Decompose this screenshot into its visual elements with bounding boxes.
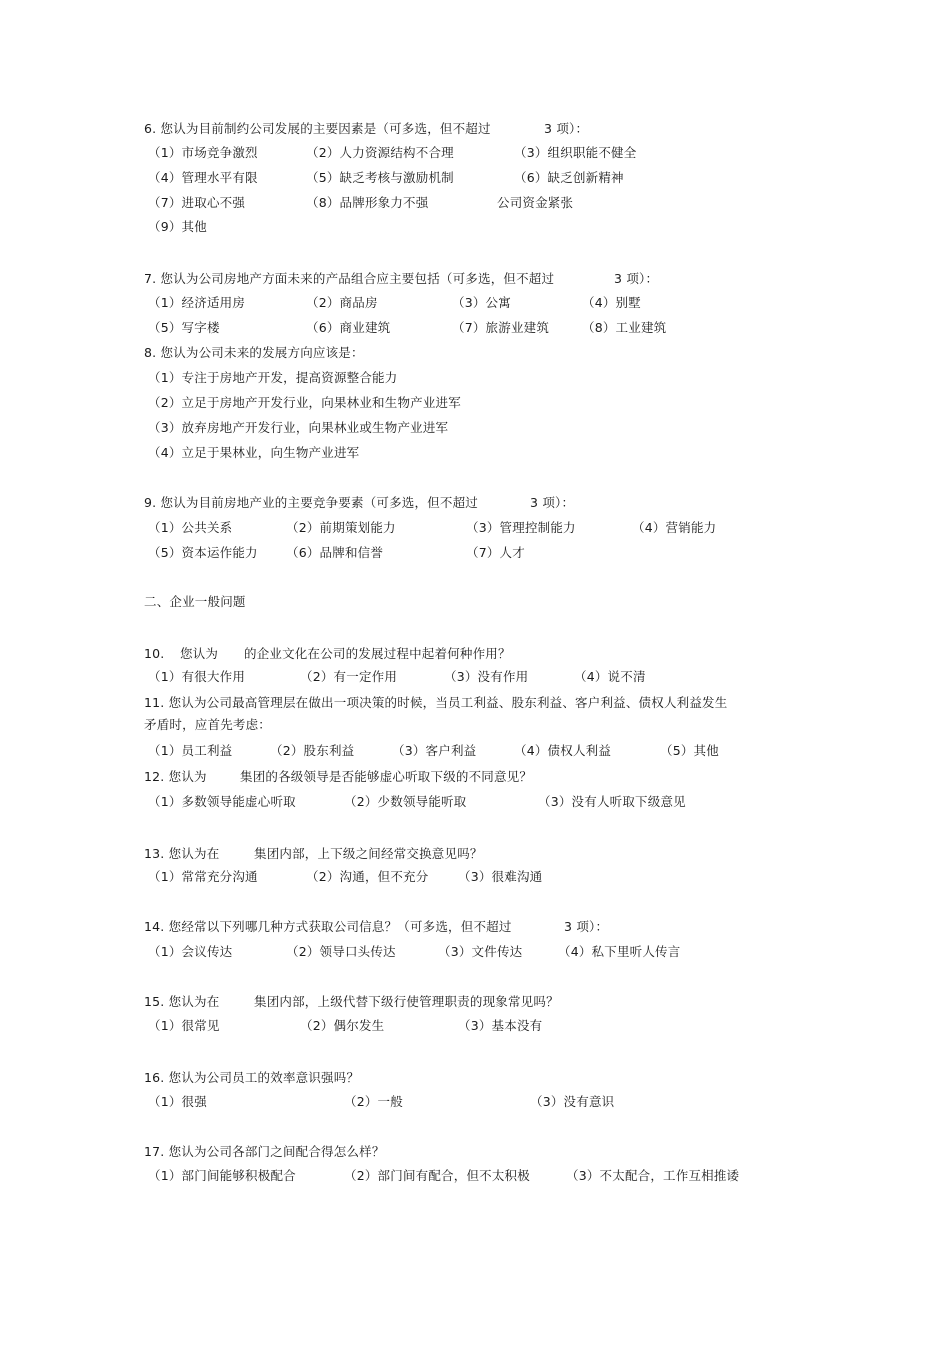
question-text: 10. — [144, 646, 165, 661]
text-line — [0, 1094, 950, 1110]
question-text: 11. 您认为公司最高管理层在做出一项决策的时候，当员工利益、股东利益、客户利益、债权人利益发生 — [144, 695, 728, 710]
question-text: 集团内部，上下级之间经常交换意见吗？ — [254, 846, 483, 861]
option-text: （2）人力资源结构不合理 — [306, 145, 454, 160]
text-line — [0, 743, 950, 759]
section-heading — [0, 594, 950, 610]
option-text: （7）旅游业建筑 — [452, 320, 550, 335]
option-text: （4）营销能力 — [632, 520, 717, 535]
text-line — [0, 769, 950, 785]
option-text: （1）市场竞争激烈 — [148, 145, 258, 160]
question-text: 14. 您经常以下列哪几种方式获取公司信息？（可多选，但不超过 — [144, 919, 512, 934]
option-text: （3）没有人听取下级意见 — [538, 794, 686, 809]
option-text: （3）放弃房地产开发行业，向果林业或生物产业进军 — [148, 420, 449, 435]
question-text: 6. 您认为目前制约公司发展的主要因素是（可多选，但不超过 — [144, 121, 491, 136]
option-text: （1）部门间能够积极配合 — [148, 1168, 296, 1183]
text-line — [0, 271, 950, 287]
option-text: （1）多数领导能虚心听取 — [148, 794, 296, 809]
option-text: （3）管理控制能力 — [466, 520, 576, 535]
option-text: （1）经济适用房 — [148, 295, 246, 310]
option-text: （4）债权人利益 — [514, 743, 612, 758]
option-text: （3）没有作用 — [444, 669, 529, 684]
question-text: 您认为 — [180, 646, 219, 661]
option-text: （1）员工利益 — [148, 743, 233, 758]
text-line — [0, 944, 950, 960]
text-line — [0, 370, 950, 386]
question-text: 矛盾时，应首先考虑： — [144, 717, 272, 732]
option-text: （3）不太配合，工作互相推诿 — [566, 1168, 740, 1183]
option-text: （4）私下里听人传言 — [558, 944, 681, 959]
text-line — [0, 145, 950, 161]
option-text: （2）有一定作用 — [300, 669, 398, 684]
option-text: （2）股东利益 — [270, 743, 355, 758]
option-text: （2）前期策划能力 — [286, 520, 396, 535]
text-line — [0, 669, 950, 685]
option-text: （1）常常充分沟通 — [148, 869, 258, 884]
option-text: （1）有很大作用 — [148, 669, 246, 684]
option-text: （2）商品房 — [306, 295, 378, 310]
option-text: （3）公寓 — [452, 295, 511, 310]
text-line — [0, 520, 950, 536]
text-line — [0, 121, 950, 137]
question-text: 公司资金紧张 — [497, 195, 574, 210]
question-text: 3 项）： — [530, 495, 575, 510]
text-line — [0, 395, 950, 411]
option-text: （4）别墅 — [582, 295, 641, 310]
option-text: （4）管理水平有限 — [148, 170, 258, 185]
option-text: （9）其他 — [148, 219, 207, 234]
option-text: （3）客户利益 — [392, 743, 477, 758]
text-line — [0, 445, 950, 461]
option-text: （2）一般 — [344, 1094, 403, 1109]
option-text: （4）立足于果林业，向生物产业进军 — [148, 445, 360, 460]
question-text: 集团内部，上级代替下级行使管理职责的现象常见吗？ — [254, 994, 559, 1009]
option-text: （2）偶尔发生 — [300, 1018, 385, 1033]
question-text: 3 项）： — [614, 271, 659, 286]
option-text: （7）进取心不强 — [148, 195, 246, 210]
option-text: （6）缺乏创新精神 — [514, 170, 624, 185]
text-line — [0, 695, 950, 711]
option-text: （3）文件传达 — [438, 944, 523, 959]
question-text: 13. 您认为在 — [144, 846, 220, 861]
option-text: （1）公共关系 — [148, 520, 233, 535]
option-text: （1）会议传达 — [148, 944, 233, 959]
option-text: （1）很常见 — [148, 1018, 220, 1033]
question-text: 集团的各级领导是否能够虚心听取下级的不同意见？ — [240, 769, 533, 784]
question-text: 17. 您认为公司各部门之间配合得怎么样？ — [144, 1144, 385, 1159]
question-text: 7. 您认为公司房地产方面未来的产品组合应主要包括（可多选，但不超过 — [144, 271, 555, 286]
text-line — [0, 345, 950, 361]
text-line — [0, 320, 950, 336]
text-line — [0, 994, 950, 1010]
option-text: （7）人才 — [466, 545, 525, 560]
option-text: （6）品牌和信誉 — [286, 545, 384, 560]
option-text: （5）写字楼 — [148, 320, 220, 335]
option-text: （1）很强 — [148, 1094, 207, 1109]
text-line — [0, 717, 950, 733]
text-line — [0, 1018, 950, 1034]
option-text: （3）很难沟通 — [458, 869, 543, 884]
option-text: （3）组织职能不健全 — [514, 145, 637, 160]
question-text: 二、企业一般问题 — [144, 594, 246, 609]
option-text: （2）少数领导能听取 — [344, 794, 467, 809]
text-line — [0, 869, 950, 885]
question-text: 12. 您认为 — [144, 769, 207, 784]
option-text: （5）其他 — [660, 743, 719, 758]
text-line — [0, 646, 950, 662]
option-text: （2）沟通，但不充分 — [306, 869, 429, 884]
option-text: （8）工业建筑 — [582, 320, 667, 335]
question-text: 16. 您认为公司员工的效率意识强吗？ — [144, 1070, 360, 1085]
text-line — [0, 545, 950, 561]
option-text: （8）品牌形象力不强 — [306, 195, 429, 210]
text-line — [0, 1070, 950, 1086]
question-text: 9. 您认为目前房地产业的主要竞争要素（可多选，但不超过 — [144, 495, 479, 510]
option-text: （1）专注于房地产开发，提高资源整合能力 — [148, 370, 398, 385]
option-text: （5）缺乏考核与激励机制 — [306, 170, 454, 185]
option-text: （5）资本运作能力 — [148, 545, 258, 560]
question-text: 3 项）： — [564, 919, 609, 934]
question-text: 的企业文化在公司的发展过程中起着何种作用？ — [244, 646, 511, 661]
option-text: （3）没有意识 — [530, 1094, 615, 1109]
text-line — [0, 170, 950, 186]
text-line — [0, 195, 950, 211]
text-line — [0, 794, 950, 810]
text-line — [0, 495, 950, 511]
text-line — [0, 295, 950, 311]
question-text: 3 项）： — [544, 121, 589, 136]
option-text: （2）立足于房地产开发行业，向果林业和生物产业进军 — [148, 395, 461, 410]
option-text: （3）基本没有 — [458, 1018, 543, 1033]
text-line — [0, 919, 950, 935]
text-line — [0, 1144, 950, 1160]
option-text: （6）商业建筑 — [306, 320, 391, 335]
text-line — [0, 846, 950, 862]
option-text: （2）领导口头传达 — [286, 944, 396, 959]
text-line — [0, 1168, 950, 1184]
text-line — [0, 420, 950, 436]
question-text: 15. 您认为在 — [144, 994, 220, 1009]
option-text: （2）部门间有配合，但不太积极 — [344, 1168, 530, 1183]
text-line — [0, 219, 950, 235]
option-text: （4）说不清 — [574, 669, 646, 684]
question-text: 8. 您认为公司未来的发展方向应该是： — [144, 345, 364, 360]
